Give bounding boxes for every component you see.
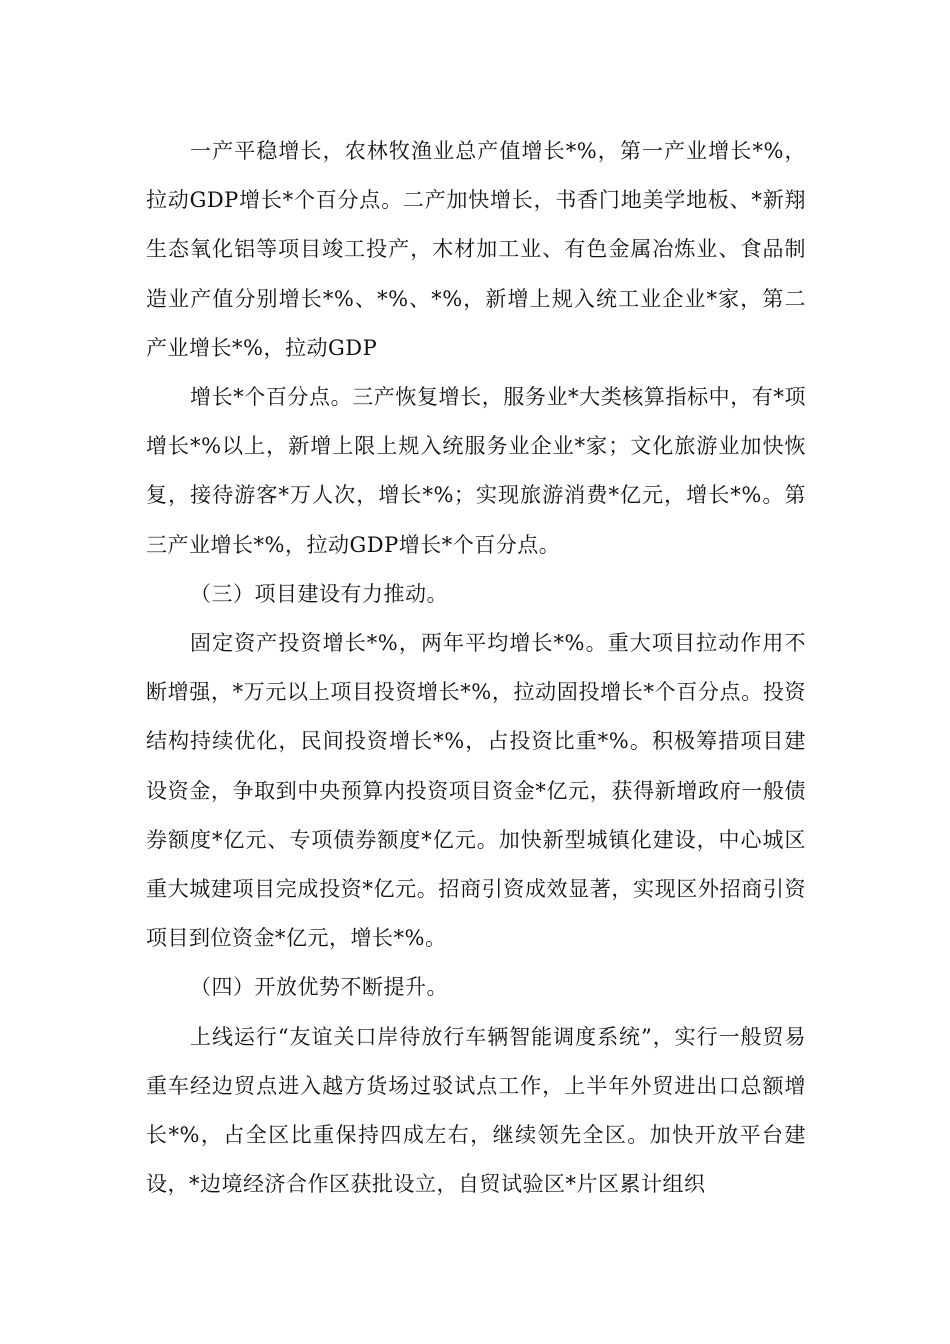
document-body (146, 127, 806, 1209)
section-heading-project-construction: （三）项目建设有力推动。 (190, 581, 448, 606)
paragraph-fixed-asset-investment: 固定资产投资增长*%，两年平均增长*%。重大项目拉动作用不断增强，*万元以上项目投资增长*%，拉动固投增长*个百分点。投资结构持续优化，民间投资增长*%，占投资比重*%。积极筹措项目建设资金，争取到中央预算内投资项目资金*亿元，获得新增政府一般债券额度*亿元、专项债券额度*亿元。加快新型城镇化建设，中心城区重大城建项目完成投资*亿元。招商引资成效显著，实现区外招商引资项目到位资金*亿元，增长*%。 (146, 631, 806, 951)
paragraph-foreign-trade: 上线运行“友谊关口岸待放行车辆智能调度系统”，实行一般贸易重车经边贸点进入越方货场过驳试点工作，上半年外贸进出口总额增长*%，占全区比重保持四成左右，继续领先全区。加快开放平台建设，*边境经济合作区获批设立，自贸试验区*片区累计组织 (146, 1024, 806, 1197)
paragraph-tertiary-growth: 增长*个百分点。三产恢复增长，服务业*大类核算指标中，有*项增长*%以上，新增上限上规入统服务业企业*家；文化旅游业加快恢复，接待游客*万人次，增长*%；实现旅游消费*亿元，增长*%。第三产业增长*%，拉动GDP增长*个百分点。 (146, 385, 806, 557)
paragraph-industry-growth: 一产平稳增长，农林牧渔业总产值增长*%，第一产业增长*%，拉动GDP增长*个百分点。二产加快增长，书香门地美学地板、*新翔生态氧化铝等项目竣工投产，木材加工业、有色金属冶炼业、食品制造业产值分别增长*%、*%、*%，新增上规入统工业企业*家，第二产业增长*%，拉动GDP (146, 139, 806, 360)
section-heading-opening-advantage: （四）开放优势不断提升。 (190, 975, 448, 1000)
